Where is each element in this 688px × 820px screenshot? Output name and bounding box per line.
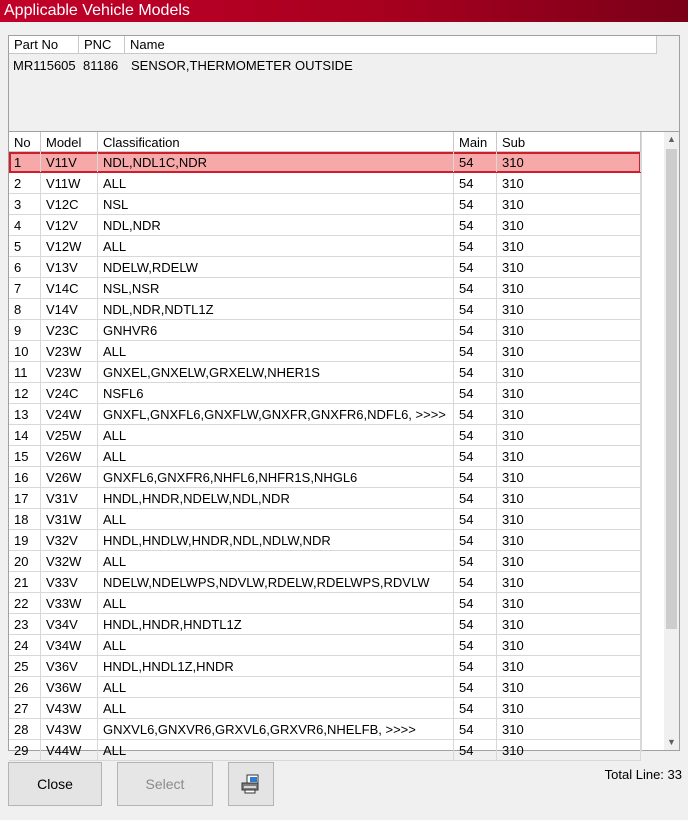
cell-sub: 310 <box>497 404 641 424</box>
cell-no: 12 <box>9 383 41 403</box>
cell-main: 54 <box>454 719 497 739</box>
cell-no: 1 <box>9 152 41 172</box>
cell-model: V24C <box>41 383 98 403</box>
table-row[interactable] <box>9 341 641 362</box>
cell-sub: 310 <box>497 614 641 634</box>
cell-classification: ALL <box>98 341 454 361</box>
table-row[interactable] <box>9 530 641 551</box>
cell-main: 54 <box>454 656 497 676</box>
cell-model: V34W <box>41 635 98 655</box>
cell-no: 8 <box>9 299 41 319</box>
select-button[interactable]: Select <box>117 762 213 806</box>
part-name-value: SENSOR,THERMOMETER OUTSIDE <box>131 58 353 73</box>
table-row[interactable] <box>9 551 641 572</box>
cell-classification: ALL <box>98 509 454 529</box>
cell-no: 20 <box>9 551 41 571</box>
table-row[interactable] <box>9 173 641 194</box>
table-row[interactable] <box>9 257 641 278</box>
cell-model: V12C <box>41 194 98 214</box>
table-row[interactable] <box>9 719 641 740</box>
table-row[interactable] <box>9 152 641 173</box>
cell-no: 29 <box>9 740 41 760</box>
table-row[interactable] <box>9 614 641 635</box>
cell-sub: 310 <box>497 467 641 487</box>
scroll-up-icon[interactable]: ▲ <box>667 134 676 144</box>
table-row[interactable] <box>9 320 641 341</box>
cell-no: 13 <box>9 404 41 424</box>
cell-main: 54 <box>454 257 497 277</box>
cell-classification: ALL <box>98 740 454 760</box>
cell-classification: HNDL,HNDLW,HNDR,NDL,NDLW,NDR <box>98 530 454 550</box>
header-no[interactable]: No <box>9 132 41 151</box>
cell-classification: ALL <box>98 635 454 655</box>
total-line-label: Total Line: 33 <box>604 767 682 782</box>
printer-icon <box>236 773 266 795</box>
cell-main: 54 <box>454 677 497 697</box>
print-button[interactable] <box>228 762 274 806</box>
cell-classification: ALL <box>98 593 454 613</box>
table-row[interactable] <box>9 446 641 467</box>
part-row[interactable] <box>9 58 657 76</box>
cell-classification: NSL <box>98 194 454 214</box>
cell-classification: HNDL,HNDR,HNDTL1Z <box>98 614 454 634</box>
cell-sub: 310 <box>497 383 641 403</box>
cell-main: 54 <box>454 236 497 256</box>
cell-classification: GNXVL6,GNXVR6,GRXVL6,GRXVR6,NHELFB, >>>> <box>98 719 454 739</box>
cell-sub: 310 <box>497 488 641 508</box>
cell-main: 54 <box>454 320 497 340</box>
cell-model: V25W <box>41 425 98 445</box>
cell-no: 26 <box>9 677 41 697</box>
cell-model: V23W <box>41 341 98 361</box>
cell-model: V34V <box>41 614 98 634</box>
cell-main: 54 <box>454 488 497 508</box>
cell-main: 54 <box>454 425 497 445</box>
cell-model: V32W <box>41 551 98 571</box>
table-row[interactable] <box>9 404 641 425</box>
cell-model: V26W <box>41 467 98 487</box>
cell-model: V31W <box>41 509 98 529</box>
cell-no: 25 <box>9 656 41 676</box>
cell-no: 9 <box>9 320 41 340</box>
cell-main: 54 <box>454 362 497 382</box>
table-row[interactable] <box>9 278 641 299</box>
cell-classification: ALL <box>98 551 454 571</box>
table-row[interactable] <box>9 299 641 320</box>
table-row[interactable] <box>9 425 641 446</box>
cell-sub: 310 <box>497 152 641 172</box>
cell-no: 17 <box>9 488 41 508</box>
cell-main: 54 <box>454 572 497 592</box>
table-row[interactable] <box>9 236 641 257</box>
cell-model: V26W <box>41 446 98 466</box>
close-button[interactable]: Close <box>8 762 102 806</box>
cell-no: 10 <box>9 341 41 361</box>
cell-main: 54 <box>454 698 497 718</box>
cell-main: 54 <box>454 551 497 571</box>
header-part-no[interactable]: Part No <box>9 36 79 53</box>
cell-classification: ALL <box>98 677 454 697</box>
cell-no: 27 <box>9 698 41 718</box>
cell-sub: 310 <box>497 194 641 214</box>
cell-sub: 310 <box>497 173 641 193</box>
cell-no: 3 <box>9 194 41 214</box>
header-main[interactable]: Main <box>454 132 497 151</box>
cell-classification: GNXFL,GNXFL6,GNXFLW,GNXFR,GNXFR6,NDFL6, >>>> <box>98 404 454 424</box>
cell-sub: 310 <box>497 320 641 340</box>
table-row[interactable] <box>9 698 641 719</box>
cell-main: 54 <box>454 341 497 361</box>
cell-model: V36V <box>41 656 98 676</box>
cell-classification: ALL <box>98 425 454 445</box>
header-name[interactable]: Name <box>125 36 657 53</box>
cell-classification: ALL <box>98 446 454 466</box>
table-row[interactable] <box>9 635 641 656</box>
cell-sub: 310 <box>497 257 641 277</box>
model-table-body <box>9 152 665 758</box>
cell-classification: GNXFL6,GNXFR6,NHFL6,NHFR1S,NHGL6 <box>98 467 454 487</box>
cell-no: 19 <box>9 530 41 550</box>
cell-sub: 310 <box>497 593 641 613</box>
cell-classification: ALL <box>98 698 454 718</box>
cell-classification: HNDL,HNDL1Z,HNDR <box>98 656 454 676</box>
cell-classification: GNHVR6 <box>98 320 454 340</box>
cell-main: 54 <box>454 383 497 403</box>
cell-classification: NSL,NSR <box>98 278 454 298</box>
cell-no: 28 <box>9 719 41 739</box>
table-row[interactable] <box>9 215 641 236</box>
cell-no: 4 <box>9 215 41 235</box>
cell-main: 54 <box>454 614 497 634</box>
part-info-panel <box>8 35 680 131</box>
part-table-header <box>9 36 657 54</box>
window-title: Applicable Vehicle Models <box>0 0 688 22</box>
cell-no: 16 <box>9 467 41 487</box>
cell-classification: ALL <box>98 173 454 193</box>
cell-no: 24 <box>9 635 41 655</box>
cell-no: 2 <box>9 173 41 193</box>
cell-classification: NDL,NDR <box>98 215 454 235</box>
cell-main: 54 <box>454 404 497 424</box>
cell-sub: 310 <box>497 236 641 256</box>
cell-sub: 310 <box>497 740 641 760</box>
cell-classification: NDL,NDR,NDTL1Z <box>98 299 454 319</box>
cell-model: V44W <box>41 740 98 760</box>
scrollbar-thumb[interactable] <box>666 149 677 629</box>
cell-main: 54 <box>454 173 497 193</box>
cell-main: 54 <box>454 530 497 550</box>
cell-sub: 310 <box>497 719 641 739</box>
cell-sub: 310 <box>497 698 641 718</box>
cell-model: V12V <box>41 215 98 235</box>
cell-main: 54 <box>454 509 497 529</box>
cell-model: V13V <box>41 257 98 277</box>
cell-main: 54 <box>454 152 497 172</box>
header-classification[interactable]: Classification <box>98 132 454 151</box>
header-model[interactable]: Model <box>41 132 98 151</box>
cell-model: V31V <box>41 488 98 508</box>
cell-no: 21 <box>9 572 41 592</box>
cell-sub: 310 <box>497 656 641 676</box>
cell-no: 11 <box>9 362 41 382</box>
cell-no: 23 <box>9 614 41 634</box>
vertical-scrollbar[interactable] <box>664 132 679 750</box>
pnc-value: 81186 <box>83 58 119 73</box>
cell-sub: 310 <box>497 509 641 529</box>
table-row[interactable] <box>9 194 641 215</box>
cell-sub: 310 <box>497 362 641 382</box>
header-pnc[interactable]: PNC <box>79 36 125 53</box>
cell-sub: 310 <box>497 278 641 298</box>
cell-classification: NSFL6 <box>98 383 454 403</box>
part-no-value: MR115605 <box>13 58 76 73</box>
cell-sub: 310 <box>497 635 641 655</box>
scroll-down-icon[interactable]: ▼ <box>667 737 676 747</box>
cell-sub: 310 <box>497 299 641 319</box>
cell-no: 15 <box>9 446 41 466</box>
cell-model: V36W <box>41 677 98 697</box>
cell-classification: NDELW,NDELWPS,NDVLW,RDELW,RDELWPS,RDVLW <box>98 572 454 592</box>
cell-no: 5 <box>9 236 41 256</box>
cell-classification: ALL <box>98 236 454 256</box>
cell-sub: 310 <box>497 341 641 361</box>
cell-model: V12W <box>41 236 98 256</box>
header-sub[interactable]: Sub <box>497 132 641 151</box>
cell-model: V11V <box>41 152 98 172</box>
cell-no: 22 <box>9 593 41 613</box>
cell-sub: 310 <box>497 572 641 592</box>
cell-sub: 310 <box>497 215 641 235</box>
cell-model: V14C <box>41 278 98 298</box>
cell-main: 54 <box>454 635 497 655</box>
table-row[interactable] <box>9 677 641 698</box>
cell-no: 7 <box>9 278 41 298</box>
cell-main: 54 <box>454 446 497 466</box>
cell-model: V33V <box>41 572 98 592</box>
table-row[interactable] <box>9 509 641 530</box>
cell-model: V33W <box>41 593 98 613</box>
table-row[interactable] <box>9 593 641 614</box>
cell-model: V11W <box>41 173 98 193</box>
cell-classification: NDELW,RDELW <box>98 257 454 277</box>
cell-main: 54 <box>454 215 497 235</box>
model-table-header <box>9 132 641 152</box>
cell-main: 54 <box>454 593 497 613</box>
cell-model: V43W <box>41 719 98 739</box>
cell-no: 6 <box>9 257 41 277</box>
cell-model: V23C <box>41 320 98 340</box>
cell-no: 14 <box>9 425 41 445</box>
cell-model: V14V <box>41 299 98 319</box>
cell-main: 54 <box>454 278 497 298</box>
table-row[interactable] <box>9 488 641 509</box>
table-row[interactable] <box>9 362 641 383</box>
cell-no: 18 <box>9 509 41 529</box>
cell-model: V23W <box>41 362 98 382</box>
cell-model: V24W <box>41 404 98 424</box>
table-row[interactable] <box>9 383 641 404</box>
cell-main: 54 <box>454 740 497 760</box>
table-row[interactable] <box>9 467 641 488</box>
cell-model: V32V <box>41 530 98 550</box>
cell-model: V43W <box>41 698 98 718</box>
cell-sub: 310 <box>497 530 641 550</box>
cell-sub: 310 <box>497 551 641 571</box>
table-row[interactable] <box>9 740 641 761</box>
cell-sub: 310 <box>497 677 641 697</box>
cell-main: 54 <box>454 194 497 214</box>
cell-main: 54 <box>454 299 497 319</box>
cell-sub: 310 <box>497 425 641 445</box>
cell-classification: GNXEL,GNXELW,GRXELW,NHER1S <box>98 362 454 382</box>
table-row[interactable] <box>9 656 641 677</box>
cell-main: 54 <box>454 467 497 487</box>
cell-sub: 310 <box>497 446 641 466</box>
cell-classification: HNDL,HNDR,NDELW,NDL,NDR <box>98 488 454 508</box>
vehicle-model-grid <box>8 131 680 758</box>
table-row[interactable] <box>9 572 641 593</box>
cell-classification: NDL,NDL1C,NDR <box>98 152 454 172</box>
